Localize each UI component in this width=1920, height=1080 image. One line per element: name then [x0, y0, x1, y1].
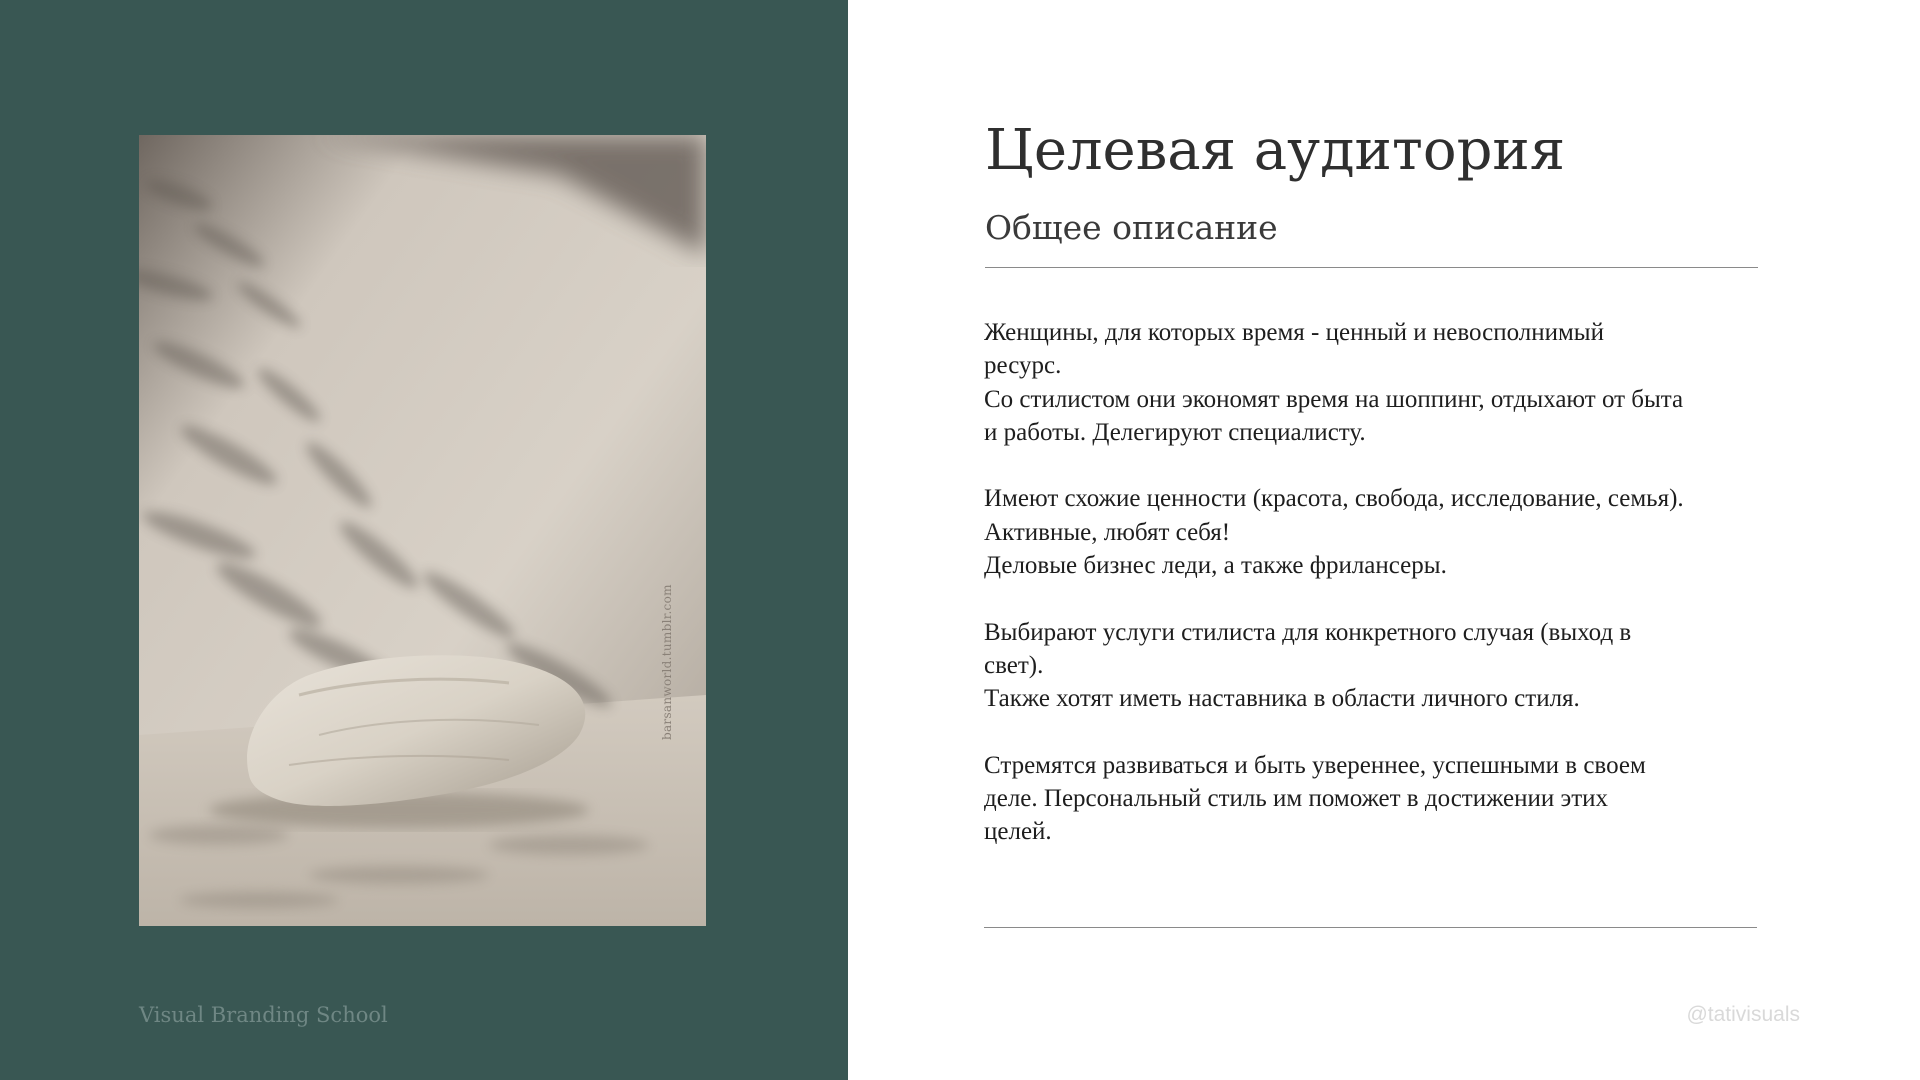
text-line: целей.	[984, 818, 1052, 846]
bottom-divider	[984, 927, 1757, 928]
school-name-footer: Visual Branding School	[139, 1003, 388, 1027]
stone-shadow-photo	[139, 135, 706, 926]
page-title: Целевая аудитория	[985, 118, 1566, 183]
text-line: Стремятся развиваться и быть увереннее, успешными в своем	[984, 751, 1646, 779]
top-divider	[985, 267, 1758, 268]
paragraph	[984, 749, 1784, 849]
text-line: Также хотят иметь наставника в области личного стиля.	[984, 685, 1580, 713]
text-line: Женщины, для которых время - ценный и невосполнимый	[984, 319, 1604, 346]
text-line: Выбирают услуги стилиста для конкретного случая (выход в	[984, 618, 1632, 646]
text-line: и работы. Делегируют специалисту.	[984, 418, 1366, 446]
photo-credit: barsanworld.tumblr.com	[660, 584, 674, 740]
text-line: ресурс.	[984, 352, 1062, 380]
left-panel	[0, 0, 848, 1080]
text-line: Активные, любят себя!	[984, 518, 1231, 546]
text-line: деле. Персональный стиль им поможет в достижении этих	[984, 785, 1609, 813]
author-handle-footer: @tativisuals	[1686, 1003, 1800, 1026]
text-line: Со стилистом они экономят время на шоппинг, отдыхают от быта	[984, 385, 1684, 413]
paragraph	[984, 616, 1784, 716]
paragraph	[984, 482, 1784, 582]
text-line: свет).	[984, 651, 1044, 679]
text-line: Имеют схожие ценности (красота, свобода, исследование, семья).	[984, 485, 1684, 513]
page-subtitle: Общее описание	[985, 208, 1278, 247]
text-line: Деловые бизнес леди, а также фрилансеры.	[984, 552, 1447, 580]
paragraph	[984, 316, 1784, 449]
description-text	[984, 316, 1784, 849]
